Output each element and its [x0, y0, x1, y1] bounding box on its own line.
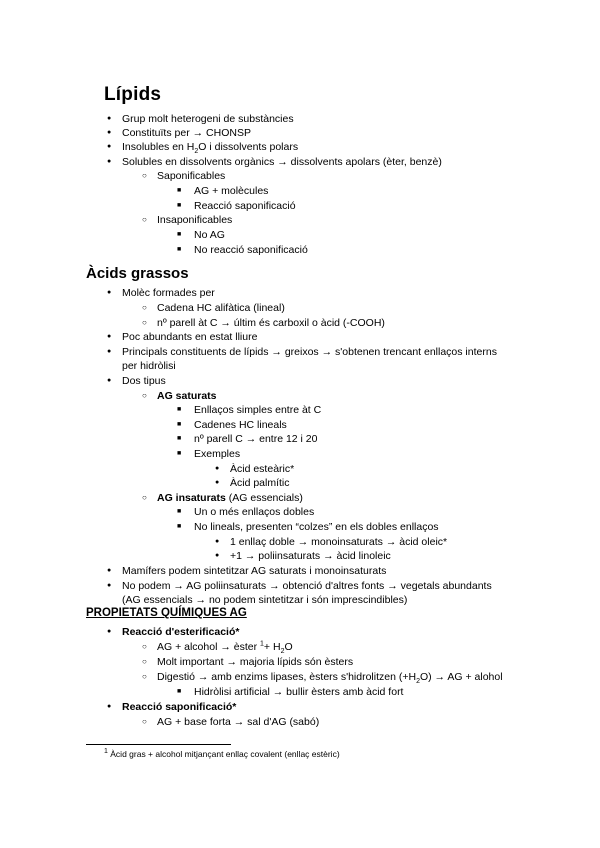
circle-bullet-icon: [142, 640, 147, 656]
list-item: Mamífers podem sintetitzar AG saturats i monoinsaturats: [122, 565, 387, 577]
list-item: Àcid esteàric*: [230, 463, 295, 475]
list-item: No podem → AG poliinsaturats → obtenció d'altres fonts → vegetals abundants: [122, 580, 492, 592]
list-item: Poc abundants en estat lliure: [122, 331, 258, 343]
list-item: Insaponificables: [157, 214, 233, 226]
bullet-icon: [107, 374, 111, 391]
list-item: Àcid palmític: [230, 477, 290, 489]
list-item: No AG: [194, 229, 225, 241]
square-bullet-icon: [177, 243, 181, 260]
bullet-icon: [107, 579, 111, 596]
list-item: Saponificables: [157, 170, 226, 182]
circle-bullet-icon: [142, 670, 147, 686]
list-item: AG + molècules: [194, 185, 269, 197]
list-item: No reacció saponificació: [194, 244, 308, 256]
bullet-icon: [107, 625, 111, 642]
list-item: Dos tipus: [122, 375, 166, 387]
circle-bullet-icon: [142, 655, 147, 671]
subsection-heading: PROPIETATS QUÍMIQUES AG: [86, 607, 247, 619]
circle-bullet-icon: [142, 389, 147, 405]
list-item: No lineals, presenten “colzes” en els dobles enllaços: [194, 521, 439, 533]
list-item: Enllaços simples entre àt C: [194, 404, 322, 416]
list-item: Constituïts per → CHONSP: [122, 127, 251, 139]
list-item: nº parell C → entre 12 i 20: [194, 433, 318, 445]
list-item: AG saturats: [157, 390, 217, 402]
circle-bullet-icon: [142, 715, 147, 731]
list-item: Principals constituents de lípids → greixos → s'obtenen trencant enllaços interns: [122, 346, 497, 358]
list-item: AG + alcohol → èster $^1+ H_2O$: [157, 640, 293, 656]
list-item: Exemples: [194, 448, 241, 460]
list-item: AG insaturats (AG essencials): [157, 492, 303, 504]
list-item: Cadena HC alifàtica (lineal): [157, 302, 285, 314]
square-bullet-icon: [177, 447, 181, 464]
list-item: Insolubles en $H_2O$ i dissolvents polars: [122, 141, 299, 156]
list-item: Solubles en dissolvents orgànics → dissolvents apolars (èter, benzè): [122, 156, 442, 168]
list-item: Grup molt heterogeni de substàncies: [122, 113, 294, 125]
footnote-divider: [86, 744, 231, 745]
circle-bullet-icon: [142, 301, 147, 317]
list-item: Digestió → amb enzims lipases, èsters s'hidrolitzen $(+H_2O)$ → AG + alohol: [157, 671, 503, 686]
list-item-continued: (AG essencials → no podem sintetitzar i són imprescindibles): [122, 594, 408, 606]
bullet-icon: [107, 700, 111, 717]
list-item: nº parell àt C → últim és carboxil o àcid (-COOH): [157, 317, 385, 329]
page-title: Lípids: [104, 84, 162, 105]
list-item: Un o més enllaços dobles: [194, 506, 315, 518]
list-item: Hidròlisi artificial → bullir èsters amb àcid fort: [194, 686, 404, 698]
list-item: +1 → poliinsaturats → àcid linoleic: [230, 550, 391, 562]
list-item: Cadenes HC lineals: [194, 419, 287, 431]
list-item-continued: per hidròlisi: [122, 360, 176, 372]
bullet-icon: [107, 155, 111, 172]
list-item: AG + base forta → sal d'AG (sabó): [157, 716, 320, 728]
circle-bullet-icon: [142, 213, 147, 229]
list-item: 1 enllaç doble → monoinsaturats → àcid oleic*: [230, 536, 448, 548]
circle-bullet-icon: [142, 491, 147, 507]
list-item: Reacció saponificació*: [122, 701, 237, 713]
footnote: $^1$ Àcid gras + alcohol mitjançant enllaç covalent (enllaç estèric): [104, 748, 340, 759]
bullet-icon: [107, 345, 111, 362]
square-bullet-icon: [177, 520, 181, 537]
circle-bullet-icon: [142, 169, 147, 185]
list-item: Molèc formades per: [122, 287, 215, 299]
bullet-icon: [107, 286, 111, 303]
section-heading: Àcids grassos: [86, 265, 189, 282]
list-item: Reacció d'esterificació*: [122, 626, 240, 638]
list-item: Molt important → majoria lípids són èsters: [157, 656, 354, 668]
list-item: Reacció saponificació: [194, 200, 296, 212]
